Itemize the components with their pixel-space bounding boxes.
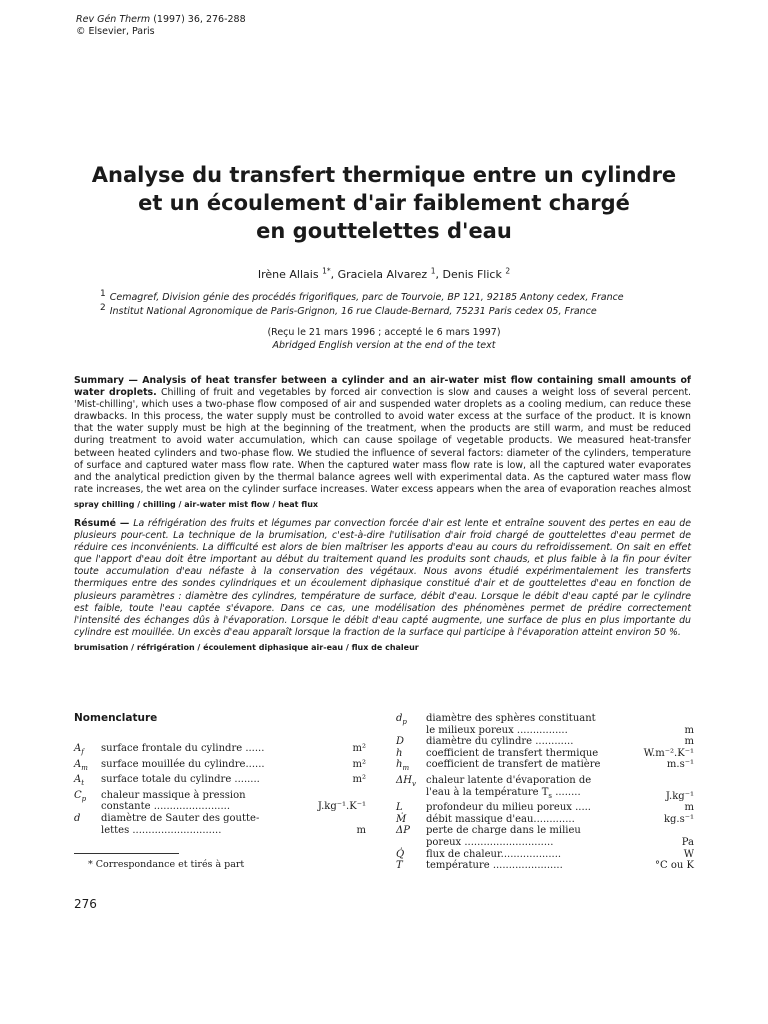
description-line: surface frontale du cylindre ...... (101, 743, 265, 754)
author-list (60, 268, 708, 282)
abridged-note: Abridged English version at the end of the text (272, 340, 496, 351)
nomenclature-symbol: $A_t$ (74, 774, 85, 788)
nomenclature-unit: m² (352, 774, 366, 786)
journal-name: Rev Gén Therm (76, 14, 151, 25)
author-affil-mark: 2 (505, 266, 511, 276)
nomenclature-unit: kg.s⁻¹ (663, 813, 694, 825)
nomenclature-entry (74, 813, 366, 836)
resume-abstract (74, 518, 691, 639)
affiliations (100, 291, 624, 319)
nomenclature-description (426, 849, 680, 861)
nomenclature-symbol: $A_m$ (74, 758, 88, 772)
nomenclature-entry (74, 759, 366, 775)
author-affil-mark: 1 (430, 266, 436, 276)
nomenclature-symbol: L (396, 802, 403, 814)
page-number: 276 (74, 897, 97, 911)
description-line: diamètre du cylindre ............ (426, 736, 574, 748)
nomenclature-heading: Nomenclature (74, 712, 158, 724)
nomenclature-entry (396, 849, 694, 861)
nomenclature-entry (74, 774, 366, 790)
nomenclature-description (426, 775, 662, 802)
nomenclature-entry (396, 775, 694, 802)
nomenclature-unit: m (684, 724, 694, 736)
journal-header (76, 14, 246, 38)
description-line: poreux ............................ (426, 836, 554, 848)
nomenclature-description (426, 713, 681, 736)
nomenclature-symbol: $\Delta H_v$ (396, 774, 416, 788)
nomenclature-unit: J.kg⁻¹ (665, 790, 694, 802)
nomenclature-description (426, 759, 663, 771)
nomenclature-description (426, 802, 681, 814)
nomenclature-right-column (396, 713, 694, 872)
description-line: diamètre de Sauter des goutte- (101, 812, 260, 824)
description-line: coefficient de transfert thermique (426, 747, 599, 759)
nomenclature-entry (396, 713, 694, 736)
nomenclature-entry (396, 748, 694, 760)
summary-label: Summary — Analysis of heat transfer between a cylinder and an air-water mist flow containing small amounts of water droplets. (74, 375, 691, 399)
author-separator: , (435, 268, 443, 281)
description-line: profondeur du milieu poreux ..... (426, 802, 591, 814)
nomenclature-description (101, 743, 349, 755)
description-line: chaleur latente d'évaporation de (426, 774, 592, 786)
description-line: surface totale du cylindre ........ (101, 774, 260, 786)
description-line: l'eau à la température $T_s$ ........ (426, 786, 581, 800)
author-affil-mark: 1* (322, 266, 331, 276)
description-line: perte de charge dans le milieu (426, 825, 581, 837)
author-name: Irène Allais (257, 268, 319, 281)
nomenclature-symbol: T (396, 860, 403, 872)
nomenclature-unit: W (683, 848, 694, 860)
nomenclature-entry (396, 825, 694, 848)
nomenclature-symbol: D (396, 736, 405, 748)
description-line: coefficient de transfert de matière (426, 759, 601, 771)
submission-dates (60, 326, 708, 352)
affiliation (100, 305, 624, 319)
nomenclature-entry (396, 759, 694, 775)
summary-text: Chilling of fruit and vegetables by forced air convection is slow and causes a weight loss of several percent. 'Mist-chilling', which uses a two-phase flow composed of air and suspended water droplets as a cooling medium, can reduce these drawbacks. In this process, the water supply must be controlled to avoid water excess at the surface of the product. It is known that the water supply must be high at the beginning of the treatment, when the products are still warm, and must be reduced during treatment to avoid water accumulation, which can cause spoilage of vegetable products. We measured heat-transfer between heated cylinders and two-phase flow. We studied the influence of several factors: diameter of the cylinders, temperature of surface and captured water mass flow rate. When the captured water mass flow rate is low, all the captured water evaporates and the analytical prediction given by the thermal balance agrees well with experimental data. As the captured water mass flow rate increases, the wet area on the cylinder surface increases. Water excess appears when the area of evaporation reaches almost (74, 387, 691, 495)
title-line: Analyse du transfert thermique entre un cylindre (91, 163, 677, 187)
publisher: © Elsevier, Paris (76, 26, 155, 37)
description-line: lettes ............................ (101, 824, 222, 836)
nomenclature-entry (396, 860, 694, 872)
nomenclature-symbol: Ṁ (396, 813, 407, 825)
nomenclature-symbol: $d_p$ (396, 713, 407, 726)
paper-title (60, 161, 708, 245)
title-line: en gouttelettes d'eau (256, 219, 512, 243)
nomenclature-description (426, 736, 681, 748)
affiliation-number: 2 (100, 303, 106, 313)
nomenclature-unit: m.s⁻¹ (666, 759, 694, 771)
footnote-rule (74, 853, 179, 854)
nomenclature-description (101, 790, 314, 813)
keywords-english: spray chilling / chilling / air-water mist flow / heat flux (74, 500, 319, 509)
description-line: surface mouillée du cylindre...... (101, 758, 265, 770)
nomenclature-unit: J.kg⁻¹.K⁻¹ (317, 801, 366, 813)
resume-label: Résumé — (74, 518, 130, 529)
author-separator: , (330, 268, 338, 281)
nomenclature-description (426, 825, 678, 848)
nomenclature-description (426, 748, 640, 760)
description-line: flux de chaleur................... (426, 848, 562, 860)
nomenclature-symbol: h (396, 747, 403, 759)
description-line: chaleur massique à pression (101, 789, 246, 801)
nomenclature-description (101, 759, 349, 771)
nomenclature-description (426, 860, 651, 872)
nomenclature-symbol: ΔP (396, 825, 410, 837)
nomenclature-unit: m (684, 736, 694, 748)
nomenclature-description (426, 814, 660, 826)
nomenclature-entry (396, 814, 694, 826)
received-accepted: (Reçu le 21 mars 1996 ; accepté le 6 mars 1997) (267, 327, 501, 338)
nomenclature-left-column (74, 743, 366, 836)
nomenclature-symbol: $A_f$ (74, 743, 84, 756)
nomenclature-unit: °C ou K (655, 860, 694, 872)
description-line: température ...................... (426, 860, 563, 872)
summary-abstract (74, 375, 691, 495)
nomenclature-entry (74, 743, 366, 759)
nomenclature-unit: m² (352, 758, 366, 770)
nomenclature-unit: m² (352, 743, 366, 754)
affiliation (100, 291, 624, 305)
affiliation-text: Institut National Agronomique de Paris-Grignon, 16 rue Claude-Bernard, 75231 Paris cedex 05, France (109, 306, 597, 317)
description-line: diamètre des sphères constituant (426, 713, 596, 724)
nomenclature-unit: m (684, 802, 694, 814)
footnote: * Correspondance et tirés à part (88, 859, 245, 870)
nomenclature-unit: m (356, 824, 366, 836)
keywords-french: brumisation / réfrigération / écoulement diphasique air-eau / flux de chaleur (74, 643, 419, 652)
nomenclature-unit: Pa (681, 836, 694, 848)
nomenclature-symbol: $h_m$ (396, 759, 410, 773)
title-line: et un écoulement d'air faiblement chargé (138, 191, 630, 215)
nomenclature-description (101, 774, 349, 786)
nomenclature-entry (74, 790, 366, 813)
affiliation-number: 1 (100, 289, 106, 299)
nomenclature-symbol: d (74, 812, 81, 824)
description-line: constante ........................ (101, 801, 231, 813)
nomenclature-symbol: $C_p$ (74, 789, 87, 803)
journal-volume: (1997) 36, 276-288 (153, 14, 246, 25)
description-line: débit massique d'eau............. (426, 813, 575, 825)
nomenclature-unit: W.m⁻².K⁻¹ (643, 747, 694, 759)
affiliation-text: Cemagref, Division génie des procédés frigorifiques, parc de Tourvoie, BP 121, 92185 Antony cedex, France (109, 292, 624, 303)
nomenclature-symbol: Q̇ (396, 848, 405, 860)
author-name: Graciela Alvarez (337, 268, 428, 281)
nomenclature-entry (396, 736, 694, 748)
description-line: le milieux poreux ................ (426, 724, 568, 736)
resume-text: La réfrigération des fruits et légumes par convection forcée d'air est lente et entraîne souvent des pertes en eau de plusieurs pour-cent. La technique de la brumisation, c'est-à-dire l'utilisation d'air froid chargé de gouttelettes d'eau permet de réduire ces inconvénients. La difficulté est alors de bien maîtriser les apports d'eau au cours du refroidissement. On sait en effet que l'apport d'eau doit être important au début du traitement quand les produits sont chauds, et plus faible à la fin pour éviter toute accumulation d'eau néfaste à la conservation des végétaux. Nous avons étudié expérimentalement les transferts thermiques entre des sondes cylindriques et un écoulement diphasique constitué d'air et de gouttelettes d'eau en fonction de plusieurs paramètres : diamètre des cylindres, température de surface, débit d'eau. Lorsque le débit d'eau capté par le cylindre est faible, toute l'eau captée s'évapore. Dans ce cas, une modélisation des phénomènes permet de prédire correctement l'intensité des échanges dûs à l'évaporation. Lorsque le débit d'eau capté augmente, une surface de plus en plus importante du cylindre est mouillée. Un excès d'eau apparaît lorsque la fraction de la surface qui participe à l'évaporation atteint environ 50 %. (74, 518, 691, 638)
nomenclature-entry (396, 802, 694, 814)
author-name: Denis Flick (442, 268, 502, 281)
nomenclature-description (101, 813, 353, 836)
